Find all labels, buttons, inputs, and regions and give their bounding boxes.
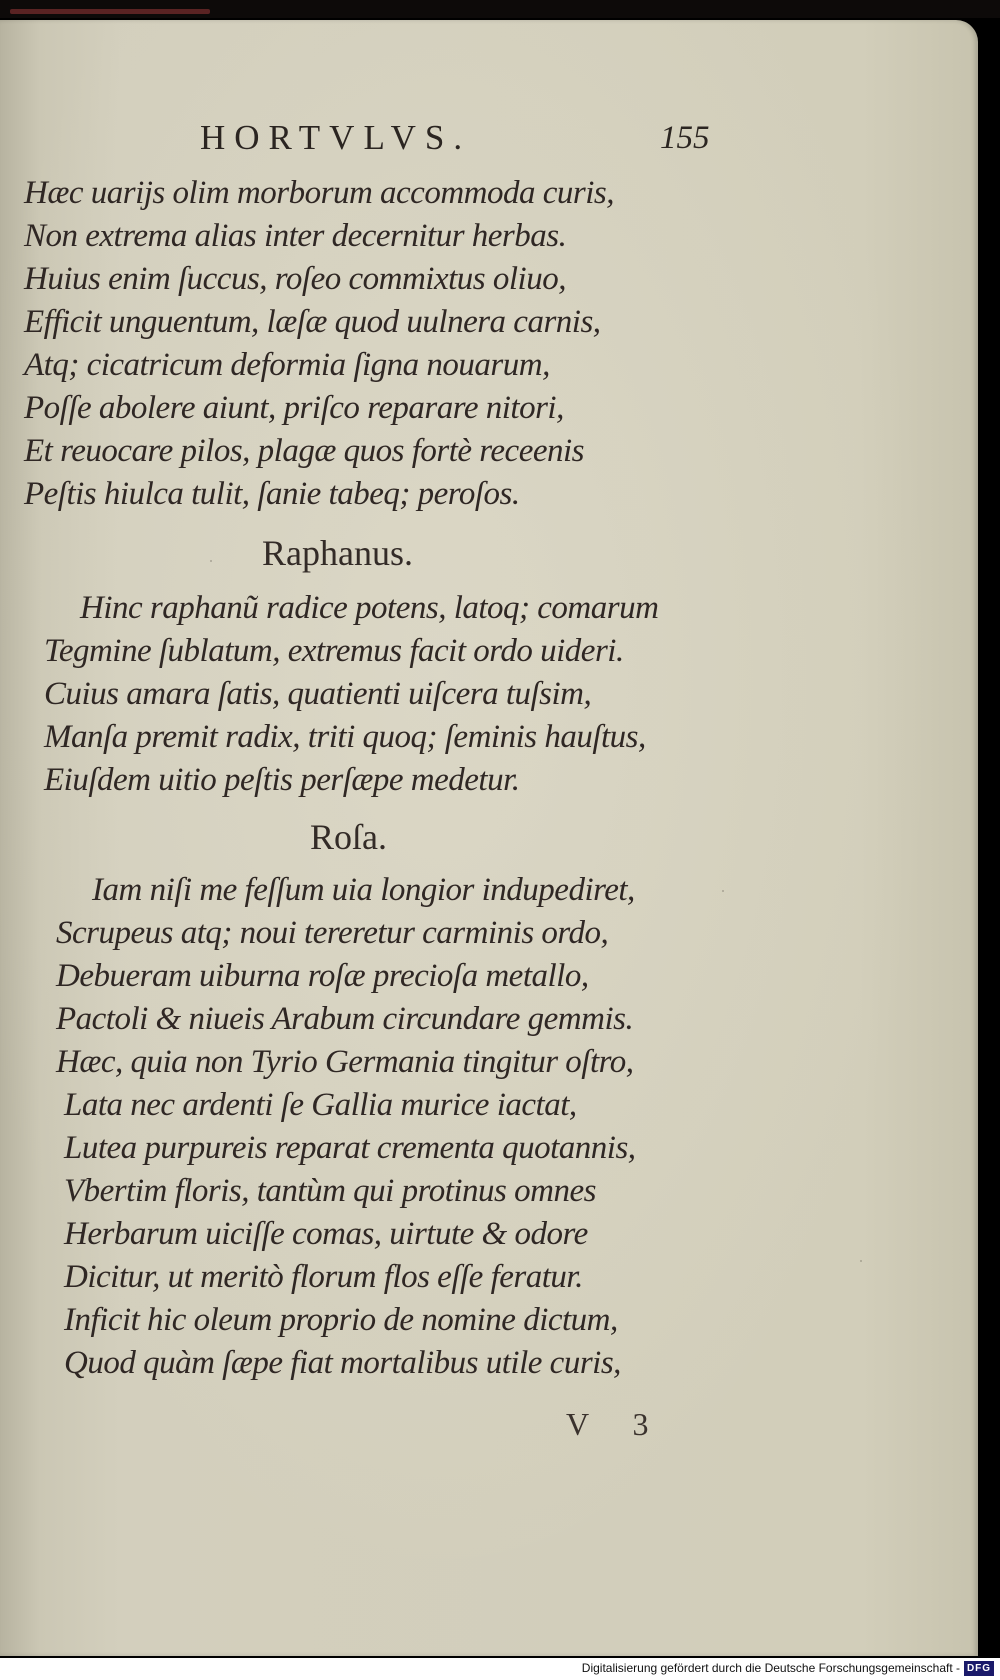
verse-line: Inficit hic oleum proprio de nomine dictum, xyxy=(64,1302,618,1338)
section-heading-rosa: Roſa. xyxy=(310,817,387,857)
book-page xyxy=(0,20,978,1656)
verse-line: Hinc raphanũ radice potens, latoq; comarum xyxy=(80,590,659,626)
verse-line: Peſtis hiulca tulit, ſanie tabeq; peroſos. xyxy=(24,476,520,512)
verse-line: Efficit unguentum, læſæ quod uulnera carnis, xyxy=(24,304,601,340)
verse-line: Quod quàm ſæpe fiat mortalibus utile curis, xyxy=(64,1345,621,1381)
verse-line: Scrupeus atq; noui tereretur carminis ordo, xyxy=(56,915,609,951)
verse-line: Herbarum uiciſſe comas, uirtute & odore xyxy=(64,1216,588,1252)
verse-line: Atq; cicatricum deformia ſigna nouarum, xyxy=(24,347,550,383)
page-number: 155 xyxy=(660,120,710,156)
verse-line: Dicitur, ut meritò florum flos eſſe feratur. xyxy=(64,1259,583,1295)
verse-line: Eiuſdem uitio peſtis perſæpe medetur. xyxy=(44,762,520,798)
verse-line: Huius enim ſuccus, roſeo commixtus oliuo, xyxy=(24,261,566,297)
verse-line: Non extrema alias inter decernitur herbas. xyxy=(24,218,567,254)
scan-top-edge xyxy=(0,0,1000,18)
paper-speck xyxy=(722,890,724,892)
running-title: HORTVLVS. xyxy=(200,118,472,157)
verse-line: Debueram uiburna roſæ precioſa metallo, xyxy=(56,958,589,994)
digitization-footer xyxy=(0,1658,1000,1680)
section-heading-raphanus: Raphanus. xyxy=(262,533,413,573)
verse-line: Vbertim floris, tantùm qui protinus omnes xyxy=(64,1173,596,1209)
verse-line: Cuius amara ſatis, quatienti uiſcera tuſsim, xyxy=(44,676,592,712)
paper-speck xyxy=(860,1260,862,1262)
verse-line: Manſa premit radix, triti quoq; ſeminis hauſtus, xyxy=(44,719,646,755)
paper-speck xyxy=(210,560,212,562)
verse-line: Hæc uarijs olim morborum accommoda curis, xyxy=(24,175,614,211)
book-edge xyxy=(10,9,210,14)
verse-line: Hæc, quia non Tyrio Germania tingitur oſtro, xyxy=(56,1044,634,1080)
verse-line: Lutea purpureis reparat crementa quotannis, xyxy=(64,1130,636,1166)
verse-line: Lata nec ardenti ſe Gallia murice iactat, xyxy=(64,1087,577,1123)
signature-mark: V 3 xyxy=(566,1406,667,1442)
verse-line: Et reuocare pilos, plagæ quos fortè receenis xyxy=(24,433,584,469)
funding-credit: Digitalisierung gefördert durch die Deutsche Forschungsgemeinschaft - xyxy=(581,1661,960,1675)
verse-line: Pactoli & niueis Arabum circundare gemmis. xyxy=(56,1001,634,1037)
verse-line: Iam niſi me feſſum uia longior indupediret, xyxy=(92,872,635,908)
verse-line: Poſſe abolere aiunt, priſco reparare nitori, xyxy=(24,390,564,426)
page-header xyxy=(0,118,978,168)
dfg-logo: DFG xyxy=(964,1661,994,1676)
verse-line: Tegmine ſublatum, extremus facit ordo uideri. xyxy=(44,633,624,669)
